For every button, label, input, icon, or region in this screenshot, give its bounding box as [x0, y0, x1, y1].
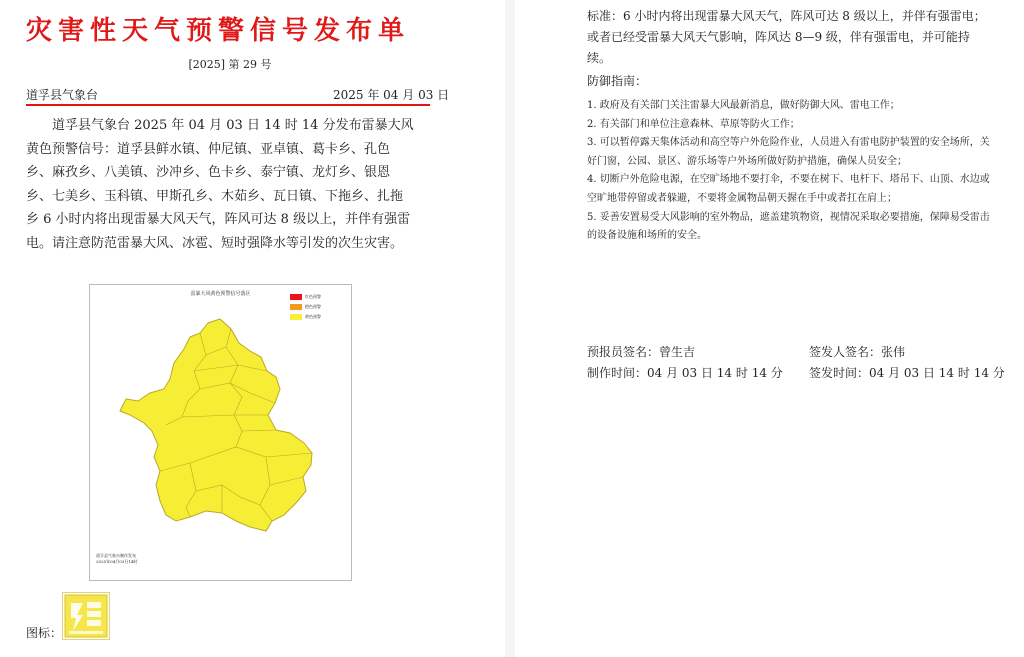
legend-item-yellow	[290, 313, 342, 321]
guide-item: 2. 有关部门和单位注意森林、草原等防火工作；	[587, 118, 800, 130]
issuing-agency: 道孚县气象台	[26, 88, 99, 102]
guide-item: 5. 妥善安置易受大风影响的室外物品，遮盖建筑物资，视情况采取必要措施，保障易受雷击的设备设施和场所的安全。	[587, 211, 990, 242]
yellow-thunderstorm-wind-warning-icon	[63, 593, 109, 639]
map-credit	[96, 553, 137, 565]
map-legend	[290, 293, 342, 323]
issue-number: [2025] 第 29 号	[188, 58, 272, 71]
signer-signature: 签发人签名：张伟	[809, 345, 906, 359]
left-page	[0, 0, 505, 657]
map-credit-line: 道孚县气象台制作发布	[96, 553, 136, 558]
legend-item-orange	[290, 303, 342, 311]
forecaster-signature: 预报员签名：曾生吉	[587, 345, 696, 359]
right-page	[515, 0, 1024, 657]
issue-time: 签发时间：04 月 03 日 14 时 14 分	[809, 366, 1005, 380]
guide-item: 4. 切断户外危险电源，在空旷场地不要打伞，不要在树下、电杆下、塔吊下、山顶、水边或空旷地带停留或者躲避，不要将金属物品朝天握在手中或者扛在肩上；	[587, 174, 990, 204]
map-credit-time: 2025年04月03日14时	[96, 559, 138, 564]
county-map	[90, 285, 351, 580]
warning-body-text: 道孚县气象台 2025 年 04 月 03 日 14 时 14 分发布雷暴大风黄色预警信号：道孚县鲜水镇、仲尼镇、亚卓镇、葛卡乡、孔色乡、麻孜乡、八美镇、沙冲乡、色卡乡、泰宁镇、龙灯乡、银恩乡、七美乡、玉科镇、甲斯孔乡、木茹乡、瓦日镇、下拖乡、扎拖乡 6 小时内将出现雷暴大风天气，阵风可达 8 级以上，并伴有强雷电。请注意防范雷暴大风、冰雹、短时强降水等引发的次生灾害。	[26, 118, 414, 251]
warning-standard: 标准：6 小时内将出现雷暴大风天气，阵风可达 8 级以上，并伴有强雷电；或者已经受雷暴大风天气影响，阵风达 8—9 级，伴有强雷电，并可能持续。	[587, 9, 986, 65]
legend-item-red	[290, 293, 342, 301]
warning-area-map	[89, 284, 352, 581]
defense-guide-list	[587, 97, 997, 246]
legend-label-orange: 橙色预警	[305, 304, 321, 309]
legend-swatch-yellow	[290, 314, 302, 320]
warning-icon-graphic	[63, 593, 109, 639]
legend-swatch-orange	[290, 304, 302, 310]
made-time: 制作时间：04 月 03 日 14 时 14 分	[587, 366, 783, 380]
icon-label: 图标：	[26, 626, 63, 640]
legend-label-yellow: 黄色预警	[305, 314, 321, 319]
legend-label-red: 红色预警	[305, 294, 321, 299]
defense-guide-title: 防御指南：	[587, 74, 648, 88]
guide-item: 1. 政府及有关部门关注雷暴大风最新消息，做好防御大风、雷电工作；	[587, 100, 900, 111]
legend-swatch-red	[290, 294, 302, 300]
red-divider	[26, 104, 430, 106]
guide-item: 3. 可以暂停露天集体活动和高空等户外危险作业，人员进入有雷电防护装置的安全场所，关好门窗，公园、景区、游乐场等户外场所做好防护措施，确保人员安全；	[587, 137, 990, 167]
issue-date: 2025 年 04 月 03 日	[333, 88, 450, 102]
map-title: 雷暴大风黄色预警信号落区	[190, 291, 251, 297]
document-title: 灾害性天气预警信号发布单	[26, 16, 411, 46]
